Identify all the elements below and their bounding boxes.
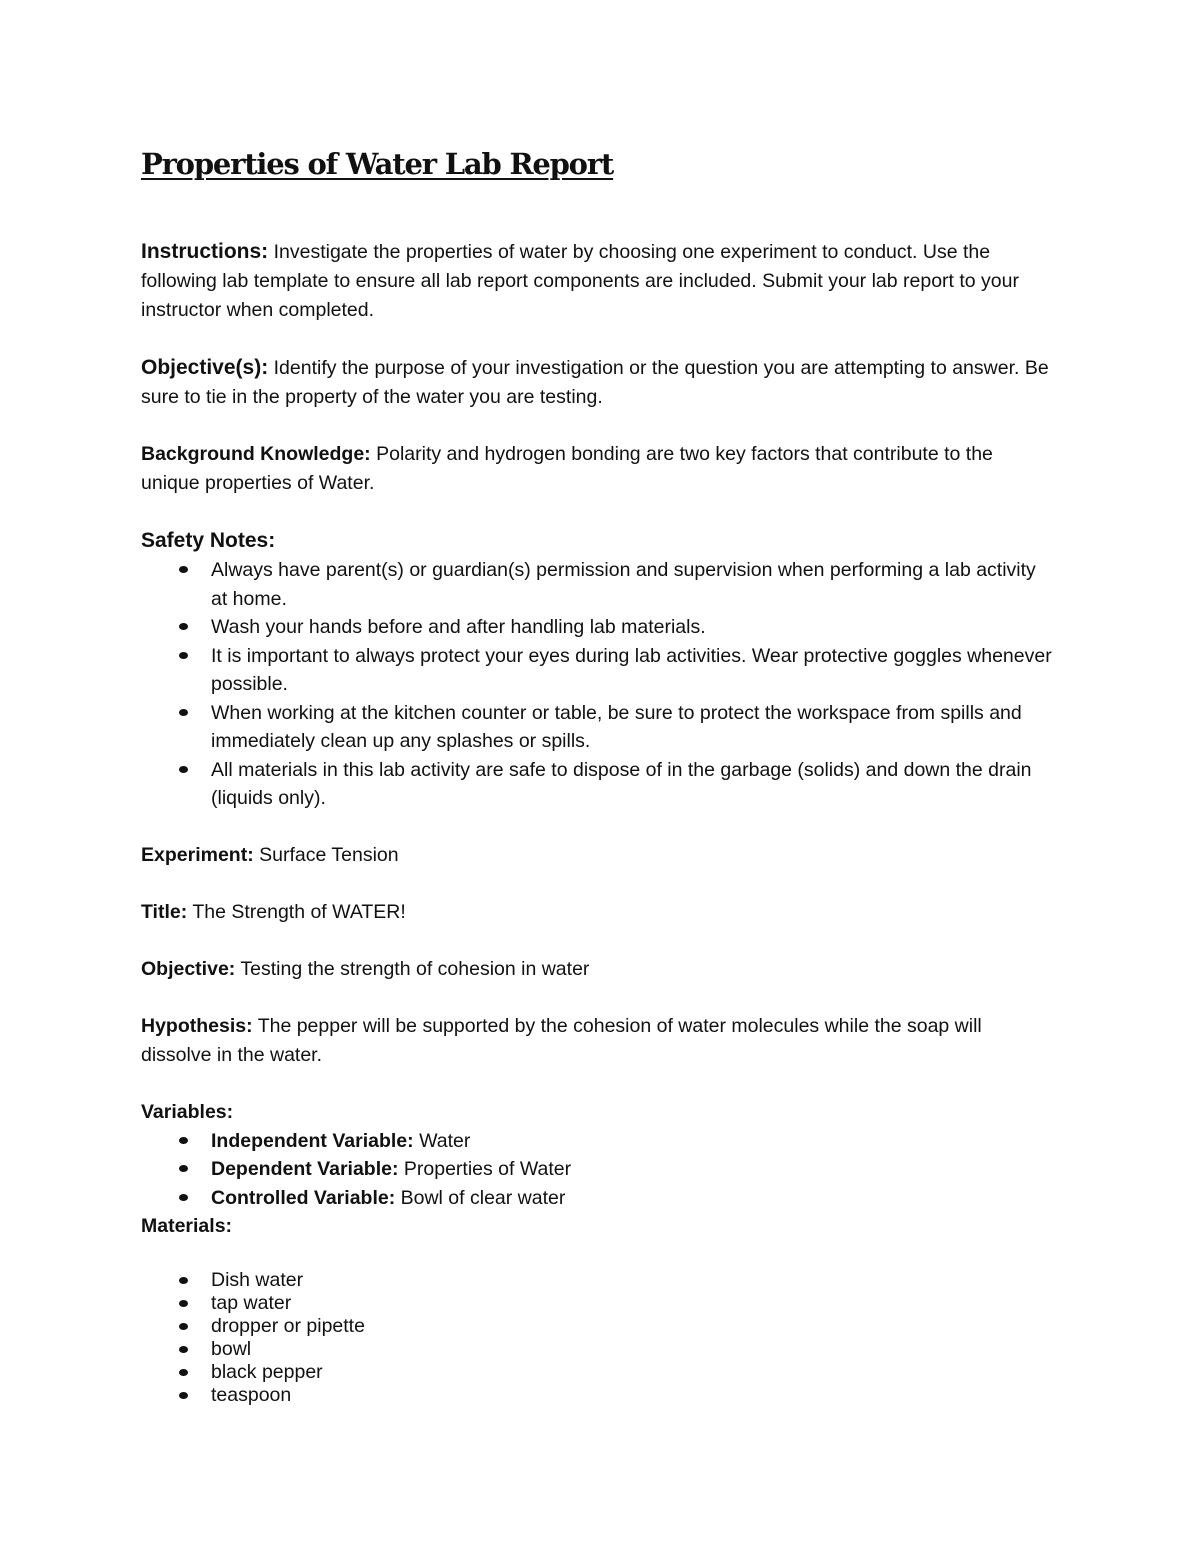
list-item: Dish water <box>141 1269 1056 1292</box>
safety-section <box>141 526 1056 556</box>
bullet-icon <box>179 709 188 716</box>
lab-title-section <box>141 898 1056 927</box>
bullet-icon <box>179 566 188 573</box>
list-item: Controlled Variable: Bowl of clear water <box>141 1184 1056 1213</box>
instructions-text: Investigate the properties of water by choosing one experiment to conduct. Use the following lab template to ensure all lab report components are included. Submit your lab report to your instructor when completed. <box>141 241 1019 321</box>
objectives-section <box>141 353 1056 412</box>
list-item: bowl <box>141 1338 1056 1361</box>
hypothesis-section <box>141 1012 1056 1070</box>
list-item: dropper or pipette <box>141 1315 1056 1338</box>
list-item: teaspoon <box>141 1384 1056 1407</box>
bullet-icon <box>179 1165 188 1172</box>
list-item: It is important to always protect your eyes during lab activities. Wear protective goggles whenever possible. <box>141 642 1056 699</box>
hypothesis-label: Hypothesis: <box>141 1014 253 1037</box>
instructions-section <box>141 237 1056 325</box>
bullet-icon <box>179 1277 188 1284</box>
lab-title-label: Title: <box>141 900 188 923</box>
safety-label: Safety Notes: <box>141 529 276 552</box>
hypothesis-text: The pepper will be supported by the cohesion of water molecules while the soap will dissolve in the water. <box>141 1014 982 1066</box>
experiment-label: Experiment: <box>141 843 254 866</box>
bullet-icon <box>179 1392 188 1399</box>
objective-section <box>141 955 1056 984</box>
list-item: All materials in this lab activity are safe to dispose of in the garbage (solids) and down the drain (liquids only). <box>141 756 1056 813</box>
materials-list <box>141 1269 1056 1407</box>
objective-label: Objective: <box>141 957 236 980</box>
document-page <box>141 140 1056 1407</box>
variables-label: Variables: <box>141 1100 234 1123</box>
experiment-section <box>141 841 1056 870</box>
list-item: Always have parent(s) or guardian(s) permission and supervision when performing a lab activity at home. <box>141 556 1056 613</box>
objectives-text: Identify the purpose of your investigation or the question you are attempting to answer. Be sure to tie in the property of the water you are testing. <box>141 357 1049 408</box>
variables-list <box>141 1127 1056 1213</box>
objective-text: Testing the strength of cohesion in water <box>240 957 590 980</box>
materials-section <box>141 1212 1056 1241</box>
materials-label: Materials: <box>141 1215 233 1237</box>
safety-list <box>141 556 1056 813</box>
instructions-label: Instructions: <box>141 240 269 263</box>
background-label: Background Knowledge: <box>141 443 371 465</box>
bullet-icon <box>179 1194 188 1201</box>
bullet-icon <box>179 1369 188 1376</box>
list-item: When working at the kitchen counter or table, be sure to protect the workspace from spills and immediately clean up any splashes or spills. <box>141 699 1056 756</box>
experiment-text: Surface Tension <box>259 843 399 866</box>
bullet-icon <box>179 1323 188 1330</box>
background-text: Polarity and hydrogen bonding are two key factors that contribute to the unique properties of Water. <box>141 443 993 494</box>
bullet-icon <box>179 1137 188 1144</box>
background-section <box>141 440 1056 498</box>
bullet-icon <box>179 766 188 773</box>
bullet-icon <box>179 652 188 659</box>
list-item: tap water <box>141 1292 1056 1315</box>
list-item: Independent Variable: Water <box>141 1127 1056 1156</box>
objectives-label: Objective(s): <box>141 356 269 379</box>
bullet-icon <box>179 1300 188 1307</box>
lab-title-text: The Strength of WATER! <box>192 900 406 923</box>
variables-section <box>141 1098 1056 1127</box>
bullet-icon <box>179 623 188 630</box>
document-title: Properties of Water Lab Report <box>141 147 614 181</box>
list-item: black pepper <box>141 1361 1056 1384</box>
list-item: Dependent Variable: Properties of Water <box>141 1155 1056 1184</box>
bullet-icon <box>179 1346 188 1353</box>
list-item: Wash your hands before and after handling lab materials. <box>141 613 1056 642</box>
